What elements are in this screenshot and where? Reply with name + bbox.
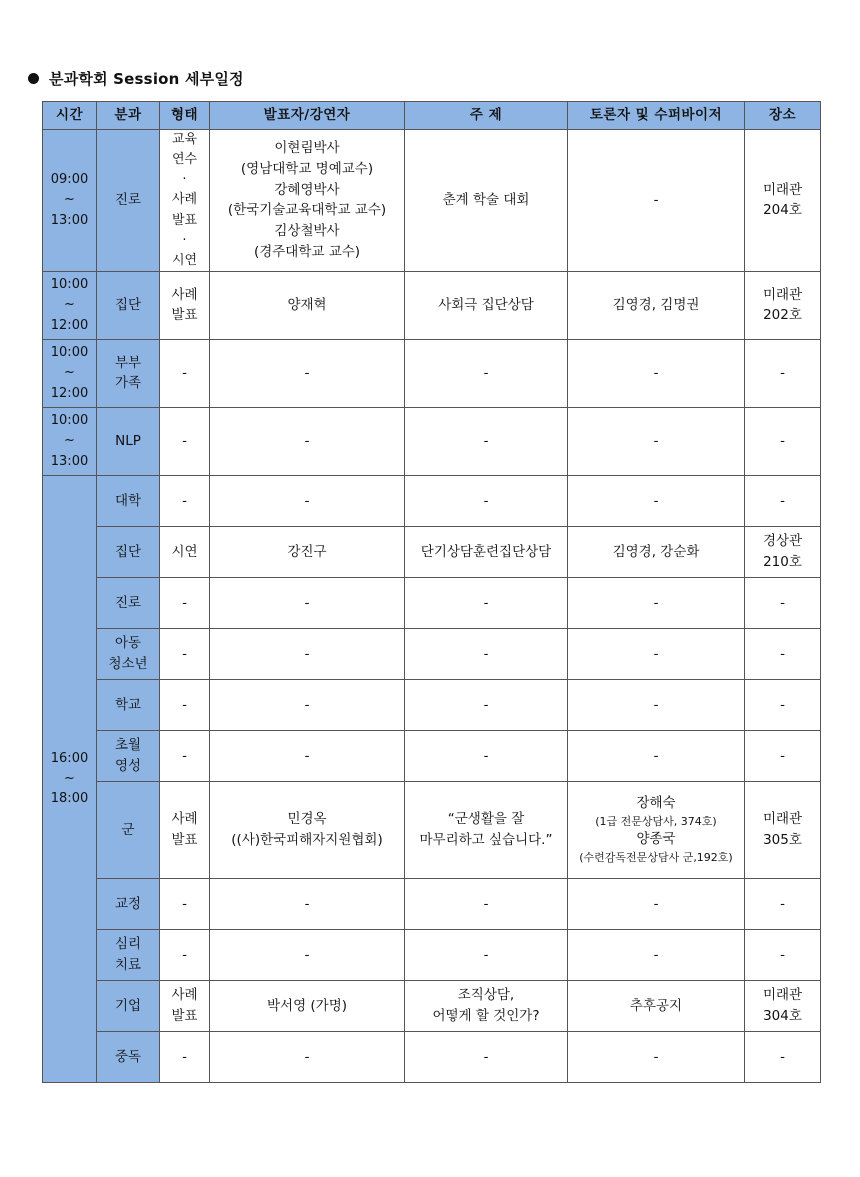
discussant-cell: - — [568, 679, 745, 730]
division-cell: 부부 가족 — [97, 339, 160, 407]
form-cell: 사례 발표 — [160, 271, 210, 339]
topic-cell: - — [405, 407, 568, 475]
division-cell: 집단 — [97, 526, 160, 577]
place-cell: - — [745, 577, 821, 628]
topic-cell: - — [405, 929, 568, 980]
topic-cell: - — [405, 577, 568, 628]
division-cell: 진로 — [97, 130, 160, 272]
column-header-form: 형태 — [160, 102, 210, 130]
division-cell: 기업 — [97, 980, 160, 1031]
form-cell: - — [160, 628, 210, 679]
discussant-cell: - — [568, 475, 745, 526]
presenter-cell: 민경옥 ((사)한국피해자지원협회) — [210, 781, 405, 878]
time-cell: 10:00 ~ 13:00 — [43, 407, 97, 475]
form-cell: - — [160, 929, 210, 980]
place-cell: - — [745, 628, 821, 679]
table-row — [43, 730, 821, 781]
table-header-row — [43, 102, 821, 130]
discussant-cell: - — [568, 628, 745, 679]
topic-cell: - — [405, 475, 568, 526]
column-header-time: 시간 — [43, 102, 97, 130]
division-cell: 집단 — [97, 271, 160, 339]
topic-cell: 조직상담, 어떻게 할 것인가? — [405, 980, 568, 1031]
column-header-place: 장소 — [745, 102, 821, 130]
session-schedule-table — [42, 101, 821, 1083]
table-row — [43, 628, 821, 679]
presenter-cell: - — [210, 878, 405, 929]
topic-cell: - — [405, 1031, 568, 1082]
table-row — [43, 271, 821, 339]
table-row — [43, 526, 821, 577]
place-cell: - — [745, 475, 821, 526]
division-cell: 교정 — [97, 878, 160, 929]
presenter-cell: 이현림박사 (영남대학교 명예교수) 강혜영박사 (한국기술교육대학교 교수) 김상철박사 (경주대학교 교수) — [210, 130, 405, 272]
form-cell: - — [160, 679, 210, 730]
discussant-cell: - — [568, 339, 745, 407]
column-header-presenter: 발표자/강연자 — [210, 102, 405, 130]
place-cell: 미래관 305호 — [745, 781, 821, 878]
column-header-division: 분과 — [97, 102, 160, 130]
topic-cell: “군생활을 잘 마무리하고 싶습니다.” — [405, 781, 568, 878]
form-cell: - — [160, 339, 210, 407]
discussant-cell: - — [568, 1031, 745, 1082]
place-cell: 미래관 202호 — [745, 271, 821, 339]
division-cell: NLP — [97, 407, 160, 475]
bullet-icon — [28, 73, 39, 84]
division-cell: 진로 — [97, 577, 160, 628]
presenter-cell: - — [210, 407, 405, 475]
presenter-cell: - — [210, 339, 405, 407]
page-title: 분과학회 Session 세부일정 — [49, 70, 244, 88]
topic-cell: 단기상담훈련집단상담 — [405, 526, 568, 577]
discussant-cell: - — [568, 929, 745, 980]
presenter-cell: - — [210, 577, 405, 628]
table-row — [43, 1031, 821, 1082]
topic-cell: 사회극 집단상담 — [405, 271, 568, 339]
presenter-cell: - — [210, 1031, 405, 1082]
column-header-discussant: 토론자 및 수퍼바이저 — [568, 102, 745, 130]
place-cell: 경상관 210호 — [745, 526, 821, 577]
discussant-cell: - — [568, 130, 745, 272]
topic-cell: 춘계 학술 대회 — [405, 130, 568, 272]
form-cell: 교육 연수 · 사례 발표 · 시연 — [160, 130, 210, 272]
time-cell: 10:00 ~ 12:00 — [43, 271, 97, 339]
place-cell: - — [745, 1031, 821, 1082]
division-cell: 아동 청소년 — [97, 628, 160, 679]
form-cell: 사례 발표 — [160, 980, 210, 1031]
presenter-cell: 양재혁 — [210, 271, 405, 339]
discussant-cell: - — [568, 878, 745, 929]
form-cell: 시연 — [160, 526, 210, 577]
form-cell: 사례 발표 — [160, 781, 210, 878]
table-row — [43, 475, 821, 526]
time-cell: 09:00 ~ 13:00 — [43, 130, 97, 272]
column-header-topic: 주 제 — [405, 102, 568, 130]
topic-cell: - — [405, 878, 568, 929]
table-row — [43, 781, 821, 878]
topic-cell: - — [405, 730, 568, 781]
place-cell: 미래관 304호 — [745, 980, 821, 1031]
place-cell: - — [745, 339, 821, 407]
discussant-cell: - — [568, 577, 745, 628]
presenter-cell: - — [210, 929, 405, 980]
discussant-cell: - — [568, 730, 745, 781]
form-cell: - — [160, 878, 210, 929]
division-cell: 초월 영성 — [97, 730, 160, 781]
place-cell: - — [745, 929, 821, 980]
section-heading — [28, 68, 244, 89]
presenter-cell: - — [210, 628, 405, 679]
table-row — [43, 577, 821, 628]
place-cell: - — [745, 878, 821, 929]
place-cell: - — [745, 679, 821, 730]
table-row — [43, 878, 821, 929]
presenter-cell: - — [210, 730, 405, 781]
discussant-name: 양종국 — [636, 830, 676, 847]
place-cell: - — [745, 407, 821, 475]
discussant-credential: (수련감독전문상담사 군,192호) — [579, 850, 733, 864]
presenter-cell: 강진구 — [210, 526, 405, 577]
time-cell-afternoon: 16:00 ~ 18:00 — [43, 475, 97, 1082]
topic-cell: - — [405, 679, 568, 730]
division-cell: 학교 — [97, 679, 160, 730]
table-row — [43, 407, 821, 475]
presenter-cell: 박서영 (가명) — [210, 980, 405, 1031]
division-cell: 대학 — [97, 475, 160, 526]
division-cell: 중독 — [97, 1031, 160, 1082]
form-cell: - — [160, 730, 210, 781]
form-cell: - — [160, 407, 210, 475]
discussant-cell — [568, 781, 745, 878]
discussant-cell: - — [568, 407, 745, 475]
form-cell: - — [160, 577, 210, 628]
division-cell: 군 — [97, 781, 160, 878]
topic-cell: - — [405, 628, 568, 679]
discussant-cell: 김영경, 강순화 — [568, 526, 745, 577]
place-cell: 미래관 204호 — [745, 130, 821, 272]
presenter-cell: - — [210, 679, 405, 730]
division-cell: 심리 치료 — [97, 929, 160, 980]
table-row — [43, 980, 821, 1031]
place-cell: - — [745, 730, 821, 781]
form-cell: - — [160, 475, 210, 526]
discussant-cell: 추후공지 — [568, 980, 745, 1031]
table-row — [43, 929, 821, 980]
time-cell: 10:00 ~ 12:00 — [43, 339, 97, 407]
form-cell: - — [160, 1031, 210, 1082]
table-row — [43, 679, 821, 730]
discussant-credential: (1급 전문상담사, 374호) — [595, 815, 717, 829]
presenter-cell: - — [210, 475, 405, 526]
discussant-cell: 김영경, 김명권 — [568, 271, 745, 339]
discussant-name: 장해숙 — [636, 795, 676, 812]
topic-cell: - — [405, 339, 568, 407]
table-row — [43, 339, 821, 407]
table-row — [43, 130, 821, 272]
